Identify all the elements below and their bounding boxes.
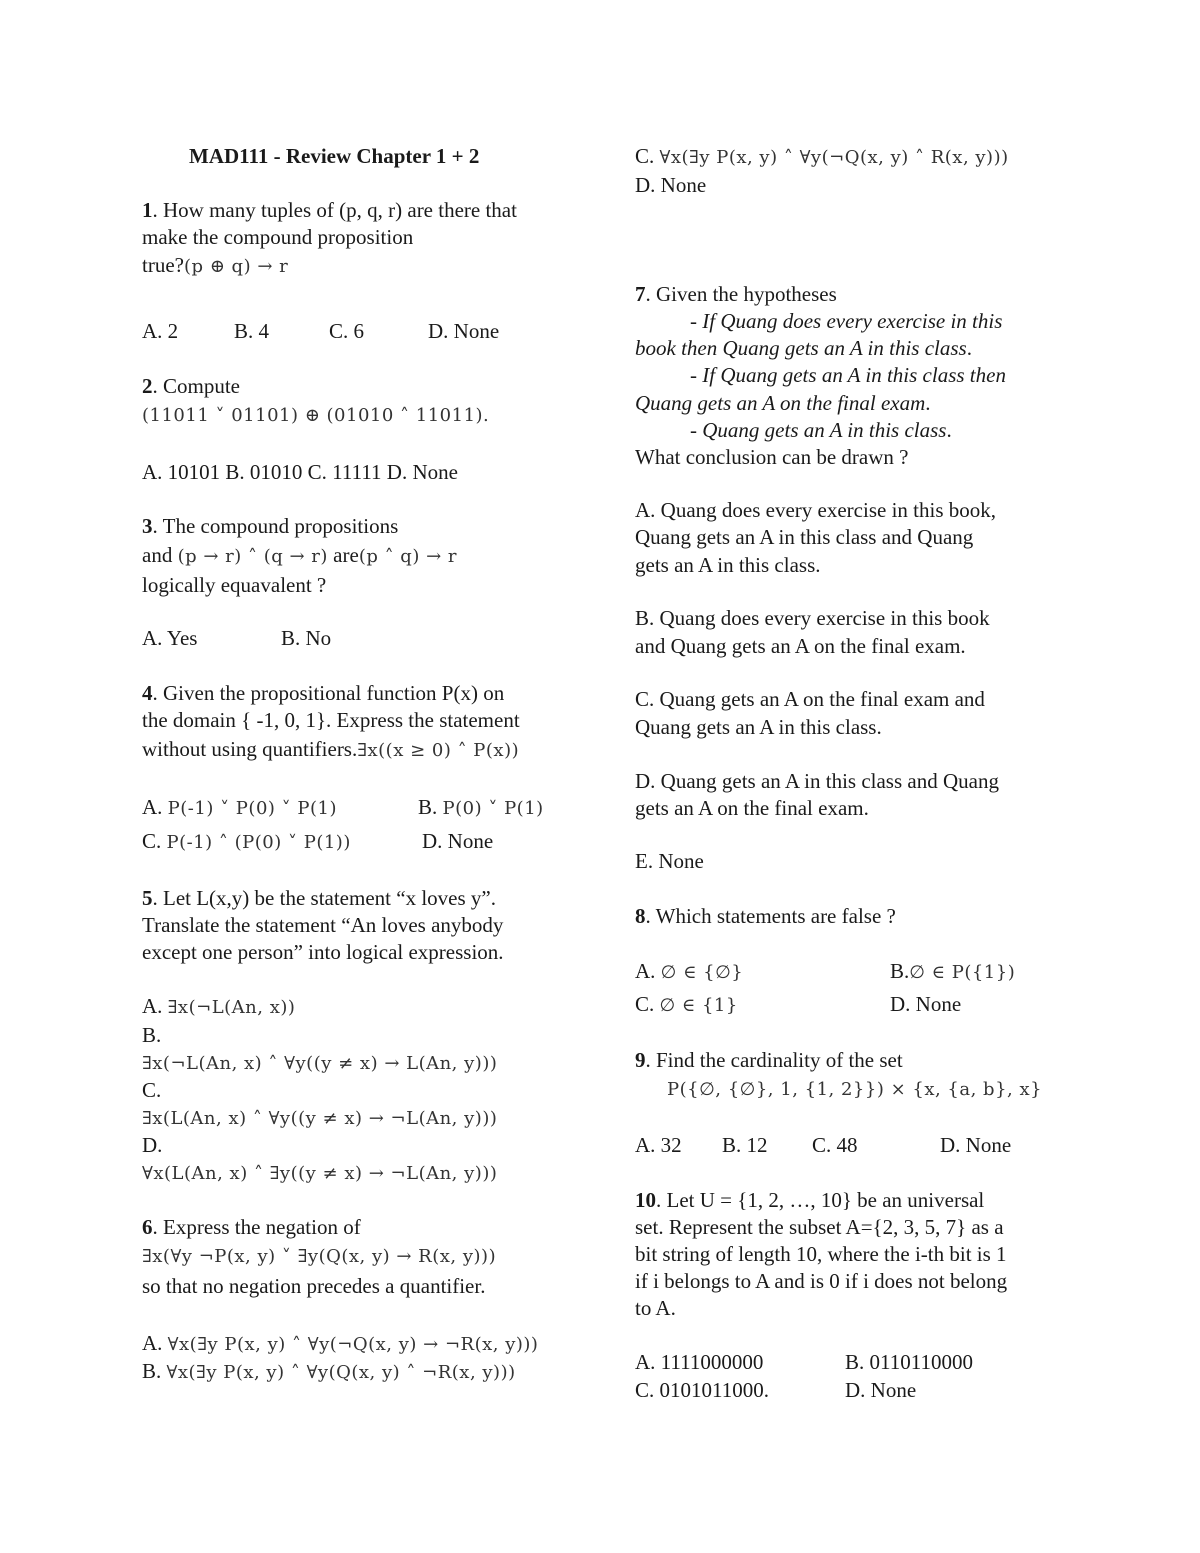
line-text: . Given the hypotheses (645, 282, 837, 306)
line-text: E. None (635, 849, 704, 873)
right-line (635, 714, 882, 741)
math-expression: (p ˄ q) → r (358, 546, 457, 567)
right-line (635, 991, 738, 1019)
right-line (690, 362, 1006, 389)
line-text: and Quang gets an A on the final exam. (635, 634, 966, 658)
line-text: D. None (890, 992, 962, 1016)
math-expression: ∀x(∃y P(x, y) ˄ ∀y(¬Q(x, y) → ¬R(x, y))) (167, 1334, 539, 1355)
line-text: without using quantifiers. (142, 737, 358, 761)
math-expression: ∀x(L(An, x) ˄ ∃y((y ≠ x) → ¬L(An, y))) (142, 1163, 498, 1184)
line-text: Quang gets an A in this class. (635, 715, 882, 739)
left-line (418, 794, 544, 822)
right-line (635, 1241, 1007, 1268)
line-text: so that no negation precedes a quantifier. (142, 1274, 486, 1298)
line-text: What conclusion can be drawn ? (635, 445, 909, 469)
left-line (142, 224, 413, 251)
line-text: A. (142, 1331, 168, 1355)
left-line (142, 1049, 497, 1077)
question-number: 3 (142, 514, 153, 538)
math-expression: ∅ ∈ {1} (659, 995, 738, 1016)
right-line (635, 1268, 1007, 1295)
right-line (635, 903, 896, 930)
line-text: D. None (845, 1378, 917, 1402)
right-line (635, 524, 973, 551)
right-line (690, 308, 1002, 335)
left-line (142, 885, 496, 912)
line-text: B. (418, 795, 443, 819)
line-text: A. 1111000000 (635, 1350, 764, 1374)
right-line (635, 686, 985, 713)
math-expression: ∃x((x ≥ 0) ˄ P(x)) (357, 740, 520, 761)
line-text: B. (142, 1359, 167, 1383)
hypothesis-text: - If Quang does every exercise in this (690, 309, 1003, 333)
line-text: if i belongs to A and is 0 if i does not belong (635, 1269, 1008, 1293)
line-text: B. 4 (234, 319, 270, 343)
line-text: D. Quang gets an A in this class and Quang (635, 769, 999, 793)
line-text: C. (635, 992, 660, 1016)
math-expression: P(-1) ˄ (P(0) ˅ P(1)) (166, 832, 351, 853)
math-expression: ∀x(∃y P(x, y) ˄ ∀y(Q(x, y) ˄ ¬R(x, y))) (166, 1362, 516, 1383)
line-text: A. Yes (142, 626, 198, 650)
right-line (635, 958, 743, 986)
line-text: D. None (428, 319, 500, 343)
left-line (142, 542, 457, 570)
right-line (722, 1132, 768, 1159)
left-line (142, 1077, 161, 1104)
right-line (635, 605, 990, 632)
math-expression: ∃x(¬L(An, x) ˄ ∀y((y ≠ x) → L(An, y))) (142, 1053, 498, 1074)
right-line (635, 1047, 903, 1074)
left-line (142, 1132, 162, 1159)
line-text: A. Quang does every exercise in this book, (635, 498, 996, 522)
question-number: 10 (635, 1188, 656, 1212)
left-line (142, 1273, 485, 1300)
right-line (635, 1377, 769, 1404)
line-text: A. 2 (142, 319, 179, 343)
math-expression: (p → r) ˄ (q → r) (177, 546, 328, 567)
question-number: 8 (635, 904, 646, 928)
line-text: C. (142, 1078, 162, 1102)
right-line (635, 281, 837, 308)
math-expression: P(0) ˅ P(1) (442, 798, 544, 819)
line-text: except one person” into logical expression. (142, 940, 504, 964)
right-line (635, 848, 704, 875)
right-line (635, 552, 821, 579)
left-line (142, 1214, 361, 1241)
line-text: true? (142, 253, 184, 277)
line-text: B. 12 (722, 1133, 768, 1157)
line-text: . Find the cardinality of the set (645, 1048, 903, 1072)
line-text: A. (142, 795, 168, 819)
line-text: D. None (422, 829, 494, 853)
right-line (890, 958, 1015, 986)
left-line (142, 1242, 496, 1270)
line-text: set. Represent the subset A={2, 3, 5, 7} as a (635, 1215, 1004, 1239)
right-line (635, 143, 1009, 171)
question-number: 9 (635, 1048, 646, 1072)
line-text: and (142, 543, 178, 567)
left-line (234, 318, 269, 345)
line-text: A. 32 (635, 1133, 682, 1157)
line-text: A. (635, 959, 661, 983)
left-line (142, 459, 458, 486)
line-text: . Which statements are false ? (645, 904, 896, 928)
page-title: MAD111 - Review Chapter 1 + 2 (189, 144, 480, 168)
right-line (635, 390, 931, 417)
right-line (635, 1132, 682, 1159)
line-text: . Given the propositional function P(x) on (152, 681, 505, 705)
right-line (635, 1295, 676, 1322)
left-line (142, 707, 520, 734)
line-text: D. None (940, 1133, 1012, 1157)
math-expression: ∅ ∈ P({1}) (909, 962, 1016, 983)
question-number: 5 (142, 886, 153, 910)
line-text: bit string of length 10, where the i-th bit is 1 (635, 1242, 1007, 1266)
question-number: 7 (635, 282, 646, 306)
right-line (667, 1075, 1042, 1103)
left-line (142, 680, 504, 707)
hypothesis-text: book then Quang gets an A in this class (635, 336, 967, 360)
left-line (142, 1022, 161, 1049)
line-text: . (966, 336, 972, 360)
right-line (635, 1349, 763, 1376)
right-line (940, 1132, 1011, 1159)
math-expression: ∃x(¬L(An, x)) (167, 997, 296, 1018)
right-line (635, 795, 869, 822)
math-expression: P({∅, {∅}, 1, {1, 2}}) × {x, {a, b}, x} (667, 1079, 1043, 1100)
line-text: C. 48 (812, 1133, 858, 1157)
line-text: make the compound proposition (142, 225, 414, 249)
line-text: . Compute (152, 374, 240, 398)
line-text: B. No (281, 626, 332, 650)
line-text: . Let U = {1, 2, …, 10} be an universal (656, 1188, 985, 1212)
line-text: C. Quang gets an A on the final exam and (635, 687, 985, 711)
left-line (142, 1330, 538, 1358)
left-line (142, 373, 240, 400)
math-expression: (p ⊕ q) → r (183, 256, 289, 277)
math-expression: ∀x(∃y P(x, y) ˄ ∀y(¬Q(x, y) ˄ R(x, y))) (659, 147, 1009, 168)
left-line (142, 252, 288, 280)
line-text: B. Quang does every exercise in this book (635, 606, 990, 630)
line-text: gets an A in this class. (635, 553, 821, 577)
line-text: . The compound propositions (152, 514, 399, 538)
line-text: Quang gets an A in this class and Quang (635, 525, 974, 549)
right-line (635, 172, 706, 199)
hypothesis-text: - If Quang gets an A in this class then (690, 363, 1006, 387)
math-expression: ∃x(∀y ¬P(x, y) ˅ ∃y(Q(x, y) → R(x, y))) (142, 1246, 497, 1267)
line-text: B. (142, 1023, 162, 1047)
line-text: gets an A on the final exam. (635, 796, 869, 820)
question-number: 1 (142, 198, 153, 222)
left-line (422, 828, 493, 855)
line-text: C. 0101011000. (635, 1378, 769, 1402)
left-line (142, 197, 517, 224)
left-line (142, 736, 519, 764)
line-text: A. (142, 994, 168, 1018)
left-line (142, 828, 351, 856)
line-text: are (327, 543, 359, 567)
line-text: C. (635, 144, 660, 168)
left-line (142, 625, 197, 652)
line-text: to A. (635, 1296, 676, 1320)
left-line (142, 993, 295, 1021)
left-line (281, 625, 331, 652)
right-line (812, 1132, 858, 1159)
line-text: . Let L(x,y) be the statement “x loves y”. (152, 886, 496, 910)
line-text: D. None (635, 173, 707, 197)
line-text: B. (890, 959, 910, 983)
question-number: 4 (142, 681, 153, 705)
left-line (142, 318, 178, 345)
left-line (142, 1358, 516, 1386)
hypothesis-text: Quang gets an A on the final exam (635, 391, 926, 415)
right-line (690, 417, 952, 444)
left-line (329, 318, 364, 345)
left-line (142, 912, 503, 939)
math-expression: ∃x(L(An, x) ˄ ∀y((y ≠ x) → ¬L(An, y))) (142, 1108, 498, 1129)
math-expression: P(-1) ˅ P(0) ˅ P(1) (167, 798, 337, 819)
left-line (142, 513, 398, 540)
left-line (142, 401, 489, 429)
line-text: D. (142, 1133, 163, 1157)
line-text: logically equavalent ? (142, 573, 327, 597)
left-line (142, 1104, 497, 1132)
line-text: Translate the statement “An loves anybody (142, 913, 504, 937)
line-text: the domain { -1, 0, 1}. Express the statement (142, 708, 520, 732)
math-expression: (11011 ˅ 01101) ⊕ (01010 ˄ 11011). (142, 405, 490, 426)
right-line (635, 1187, 984, 1214)
left-line (428, 318, 499, 345)
right-line (845, 1377, 916, 1404)
left-line (142, 1159, 497, 1187)
line-text: . (925, 391, 931, 415)
line-text: A. 10101 B. 01010 C. 11111 D. None (142, 460, 458, 484)
right-line (890, 991, 961, 1018)
line-text: C. (142, 829, 167, 853)
line-text: . How many tuples of (p, q, r) are there that (152, 198, 517, 222)
left-line (142, 572, 326, 599)
left-line (142, 794, 337, 822)
right-line (845, 1349, 973, 1376)
line-text: B. 0110110000 (845, 1350, 973, 1374)
question-number: 6 (142, 1215, 153, 1239)
line-text: . Express the negation of (152, 1215, 361, 1239)
line-text: . (946, 418, 952, 442)
math-expression: ∅ ∈ {∅} (660, 962, 744, 983)
hypothesis-text: - Quang gets an A in this class (690, 418, 947, 442)
right-line (635, 633, 966, 660)
right-line (635, 497, 996, 524)
question-number: 2 (142, 374, 153, 398)
right-line (635, 444, 908, 471)
right-line (635, 768, 999, 795)
right-line (635, 335, 972, 362)
left-line (142, 939, 504, 966)
line-text: C. 6 (329, 319, 365, 343)
right-line (635, 1214, 1004, 1241)
